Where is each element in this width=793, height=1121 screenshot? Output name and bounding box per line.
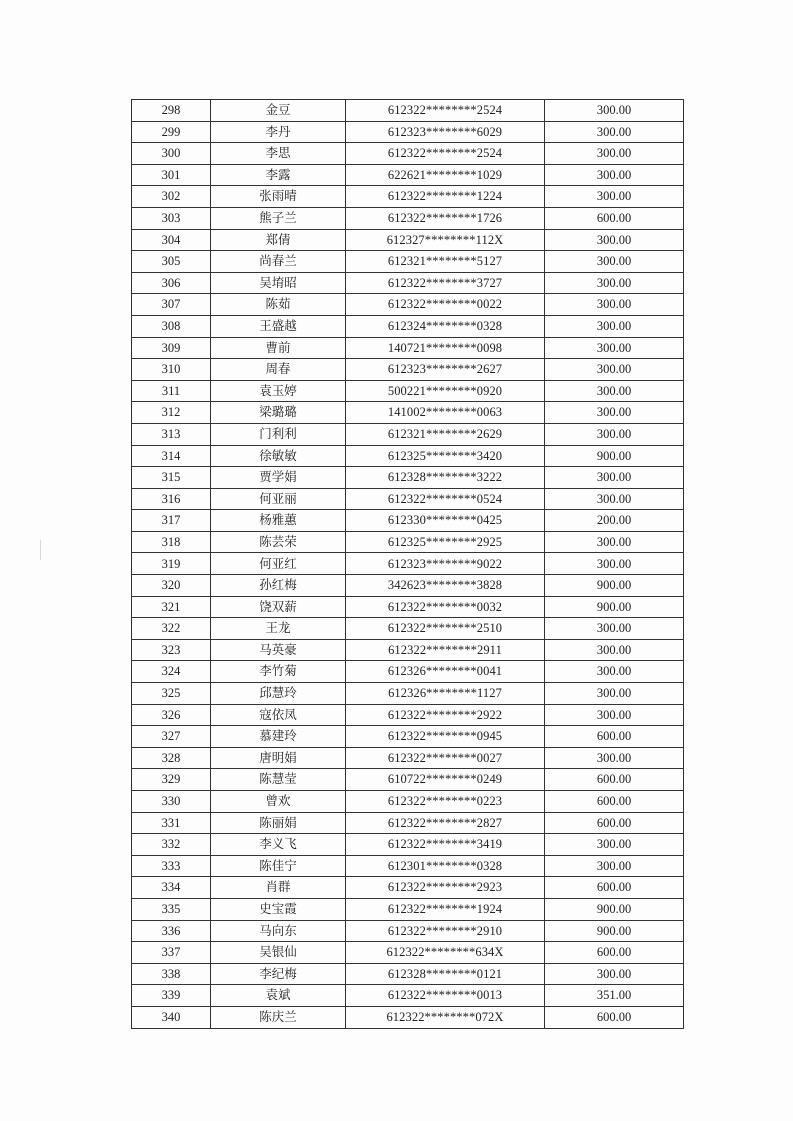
amount: 300.00 [545, 100, 684, 122]
person-name: 陈庆兰 [211, 1006, 346, 1028]
table-row [132, 812, 684, 834]
row-number: 334 [132, 877, 211, 899]
table-row [132, 963, 684, 985]
id-number: 612322********2510 [346, 618, 545, 640]
person-name: 邱慧玲 [211, 683, 346, 705]
id-number: 612322********1924 [346, 898, 545, 920]
row-number: 314 [132, 445, 211, 467]
table-row [132, 683, 684, 705]
table-row [132, 898, 684, 920]
table-row [132, 143, 684, 165]
person-name: 史宝霞 [211, 898, 346, 920]
subsidy-roster-table [131, 99, 684, 1029]
row-number: 306 [132, 272, 211, 294]
row-number: 320 [132, 575, 211, 597]
person-name: 杨雅蕙 [211, 510, 346, 532]
row-number: 331 [132, 812, 211, 834]
person-name: 陈茹 [211, 294, 346, 316]
table-row [132, 423, 684, 445]
amount: 300.00 [545, 963, 684, 985]
amount: 600.00 [545, 812, 684, 834]
table-row [132, 315, 684, 337]
table-row [132, 531, 684, 553]
person-name: 王龙 [211, 618, 346, 640]
table-row [132, 1006, 684, 1028]
id-number: 612326********1127 [346, 683, 545, 705]
row-number: 329 [132, 769, 211, 791]
id-number: 612322********0223 [346, 791, 545, 813]
amount: 300.00 [545, 380, 684, 402]
amount: 600.00 [545, 726, 684, 748]
amount: 900.00 [545, 898, 684, 920]
person-name: 李义飞 [211, 834, 346, 856]
person-name: 尚春兰 [211, 251, 346, 273]
row-number: 338 [132, 963, 211, 985]
amount: 300.00 [545, 531, 684, 553]
table-row [132, 251, 684, 273]
row-number: 323 [132, 639, 211, 661]
row-number: 324 [132, 661, 211, 683]
row-number: 322 [132, 618, 211, 640]
amount: 300.00 [545, 488, 684, 510]
id-number: 500221********0920 [346, 380, 545, 402]
row-number: 318 [132, 531, 211, 553]
person-name: 李思 [211, 143, 346, 165]
person-name: 李纪梅 [211, 963, 346, 985]
table-row [132, 747, 684, 769]
row-number: 311 [132, 380, 211, 402]
amount: 300.00 [545, 683, 684, 705]
id-number: 612322********2910 [346, 920, 545, 942]
row-number: 336 [132, 920, 211, 942]
person-name: 慕建玲 [211, 726, 346, 748]
person-name: 何亚丽 [211, 488, 346, 510]
amount: 300.00 [545, 855, 684, 877]
row-number: 340 [132, 1006, 211, 1028]
amount: 900.00 [545, 920, 684, 942]
person-name: 熊子兰 [211, 207, 346, 229]
amount: 300.00 [545, 423, 684, 445]
id-number: 612321********5127 [346, 251, 545, 273]
amount: 300.00 [545, 337, 684, 359]
row-number: 326 [132, 704, 211, 726]
person-name: 孙红梅 [211, 575, 346, 597]
person-name: 贾学娟 [211, 467, 346, 489]
row-number: 298 [132, 100, 211, 122]
table-row [132, 121, 684, 143]
id-number: 140721********0098 [346, 337, 545, 359]
row-number: 307 [132, 294, 211, 316]
table-row [132, 791, 684, 813]
id-number: 612323********9022 [346, 553, 545, 575]
row-number: 303 [132, 207, 211, 229]
table-row [132, 920, 684, 942]
row-number: 333 [132, 855, 211, 877]
person-name: 郑倩 [211, 229, 346, 251]
id-number: 612322********0032 [346, 596, 545, 618]
table-row [132, 510, 684, 532]
person-name: 门利利 [211, 423, 346, 445]
person-name: 何亚红 [211, 553, 346, 575]
person-name: 李露 [211, 164, 346, 186]
table-row [132, 596, 684, 618]
amount: 300.00 [545, 467, 684, 489]
amount: 300.00 [545, 402, 684, 424]
person-name: 徐敏敏 [211, 445, 346, 467]
person-name: 吴堉昭 [211, 272, 346, 294]
person-name: 陈丽娟 [211, 812, 346, 834]
table-row [132, 380, 684, 402]
table-row [132, 186, 684, 208]
table-row [132, 769, 684, 791]
id-number: 612330********0425 [346, 510, 545, 532]
table-row [132, 229, 684, 251]
amount: 300.00 [545, 229, 684, 251]
table-row [132, 553, 684, 575]
amount: 300.00 [545, 661, 684, 683]
person-name: 曹前 [211, 337, 346, 359]
table-row [132, 337, 684, 359]
row-number: 332 [132, 834, 211, 856]
person-name: 梁璐璐 [211, 402, 346, 424]
table-row [132, 488, 684, 510]
person-name: 肖群 [211, 877, 346, 899]
row-number: 308 [132, 315, 211, 337]
table-row [132, 445, 684, 467]
table-row [132, 402, 684, 424]
amount: 300.00 [545, 186, 684, 208]
table-row [132, 704, 684, 726]
scan-mark [40, 540, 41, 560]
id-number: 612321********2629 [346, 423, 545, 445]
table-row [132, 164, 684, 186]
amount: 600.00 [545, 769, 684, 791]
person-name: 周春 [211, 359, 346, 381]
person-name: 金豆 [211, 100, 346, 122]
person-name: 王盛越 [211, 315, 346, 337]
id-number: 612322********634X [346, 942, 545, 964]
amount: 351.00 [545, 985, 684, 1007]
id-number: 612322********0027 [346, 747, 545, 769]
id-number: 612322********072X [346, 1006, 545, 1028]
person-name: 唐明娟 [211, 747, 346, 769]
id-number: 612322********2911 [346, 639, 545, 661]
person-name: 李竹菊 [211, 661, 346, 683]
row-number: 328 [132, 747, 211, 769]
id-number: 612322********0945 [346, 726, 545, 748]
person-name: 陈佳宁 [211, 855, 346, 877]
person-name: 袁玉婷 [211, 380, 346, 402]
id-number: 612323********2627 [346, 359, 545, 381]
id-number: 612322********1726 [346, 207, 545, 229]
amount: 300.00 [545, 834, 684, 856]
table-row [132, 726, 684, 748]
row-number: 300 [132, 143, 211, 165]
amount: 300.00 [545, 164, 684, 186]
person-name: 张雨晴 [211, 186, 346, 208]
person-name: 陈慧莹 [211, 769, 346, 791]
table-row [132, 877, 684, 899]
person-name: 马英豪 [211, 639, 346, 661]
row-number: 312 [132, 402, 211, 424]
id-number: 612322********0022 [346, 294, 545, 316]
amount: 200.00 [545, 510, 684, 532]
person-name: 饶双薪 [211, 596, 346, 618]
amount: 900.00 [545, 596, 684, 618]
amount: 600.00 [545, 1006, 684, 1028]
amount: 900.00 [545, 445, 684, 467]
roster-body [132, 100, 684, 1029]
amount: 600.00 [545, 942, 684, 964]
amount: 300.00 [545, 121, 684, 143]
table-row [132, 985, 684, 1007]
amount: 300.00 [545, 143, 684, 165]
person-name: 吴银仙 [211, 942, 346, 964]
row-number: 315 [132, 467, 211, 489]
amount: 300.00 [545, 251, 684, 273]
id-number: 612326********0041 [346, 661, 545, 683]
row-number: 302 [132, 186, 211, 208]
id-number: 622621********1029 [346, 164, 545, 186]
row-number: 316 [132, 488, 211, 510]
person-name: 袁斌 [211, 985, 346, 1007]
amount: 600.00 [545, 791, 684, 813]
person-name: 马向东 [211, 920, 346, 942]
id-number: 612322********1224 [346, 186, 545, 208]
id-number: 612324********0328 [346, 315, 545, 337]
table-row [132, 359, 684, 381]
row-number: 305 [132, 251, 211, 273]
table-row [132, 467, 684, 489]
table-row [132, 272, 684, 294]
id-number: 141002********0063 [346, 402, 545, 424]
table-row [132, 942, 684, 964]
table-row [132, 207, 684, 229]
id-number: 612322********2524 [346, 100, 545, 122]
id-number: 612322********0524 [346, 488, 545, 510]
person-name: 曾欢 [211, 791, 346, 813]
row-number: 313 [132, 423, 211, 445]
table-row [132, 834, 684, 856]
id-number: 612325********3420 [346, 445, 545, 467]
id-number: 612322********3419 [346, 834, 545, 856]
id-number: 612322********2524 [346, 143, 545, 165]
row-number: 327 [132, 726, 211, 748]
amount: 300.00 [545, 639, 684, 661]
table-row [132, 618, 684, 640]
id-number: 342623********3828 [346, 575, 545, 597]
person-name: 陈芸荣 [211, 531, 346, 553]
table-row [132, 855, 684, 877]
row-number: 319 [132, 553, 211, 575]
amount: 300.00 [545, 704, 684, 726]
id-number: 612322********0013 [346, 985, 545, 1007]
row-number: 330 [132, 791, 211, 813]
amount: 900.00 [545, 575, 684, 597]
table-row [132, 100, 684, 122]
id-number: 612323********6029 [346, 121, 545, 143]
amount: 300.00 [545, 315, 684, 337]
amount: 300.00 [545, 272, 684, 294]
id-number: 612301********0328 [346, 855, 545, 877]
row-number: 310 [132, 359, 211, 381]
row-number: 339 [132, 985, 211, 1007]
person-name: 寇依凤 [211, 704, 346, 726]
id-number: 612322********2827 [346, 812, 545, 834]
amount: 300.00 [545, 618, 684, 640]
row-number: 304 [132, 229, 211, 251]
amount: 600.00 [545, 207, 684, 229]
id-number: 610722********0249 [346, 769, 545, 791]
id-number: 612325********2925 [346, 531, 545, 553]
id-number: 612328********0121 [346, 963, 545, 985]
row-number: 317 [132, 510, 211, 532]
row-number: 335 [132, 898, 211, 920]
id-number: 612322********2923 [346, 877, 545, 899]
amount: 300.00 [545, 294, 684, 316]
row-number: 299 [132, 121, 211, 143]
amount: 300.00 [545, 359, 684, 381]
table-row [132, 639, 684, 661]
id-number: 612322********3727 [346, 272, 545, 294]
amount: 600.00 [545, 877, 684, 899]
row-number: 337 [132, 942, 211, 964]
id-number: 612322********2922 [346, 704, 545, 726]
row-number: 321 [132, 596, 211, 618]
amount: 300.00 [545, 747, 684, 769]
table-row [132, 661, 684, 683]
row-number: 325 [132, 683, 211, 705]
row-number: 309 [132, 337, 211, 359]
table-row [132, 294, 684, 316]
id-number: 612327********112X [346, 229, 545, 251]
table-row [132, 575, 684, 597]
id-number: 612328********3222 [346, 467, 545, 489]
amount: 300.00 [545, 553, 684, 575]
row-number: 301 [132, 164, 211, 186]
person-name: 李丹 [211, 121, 346, 143]
